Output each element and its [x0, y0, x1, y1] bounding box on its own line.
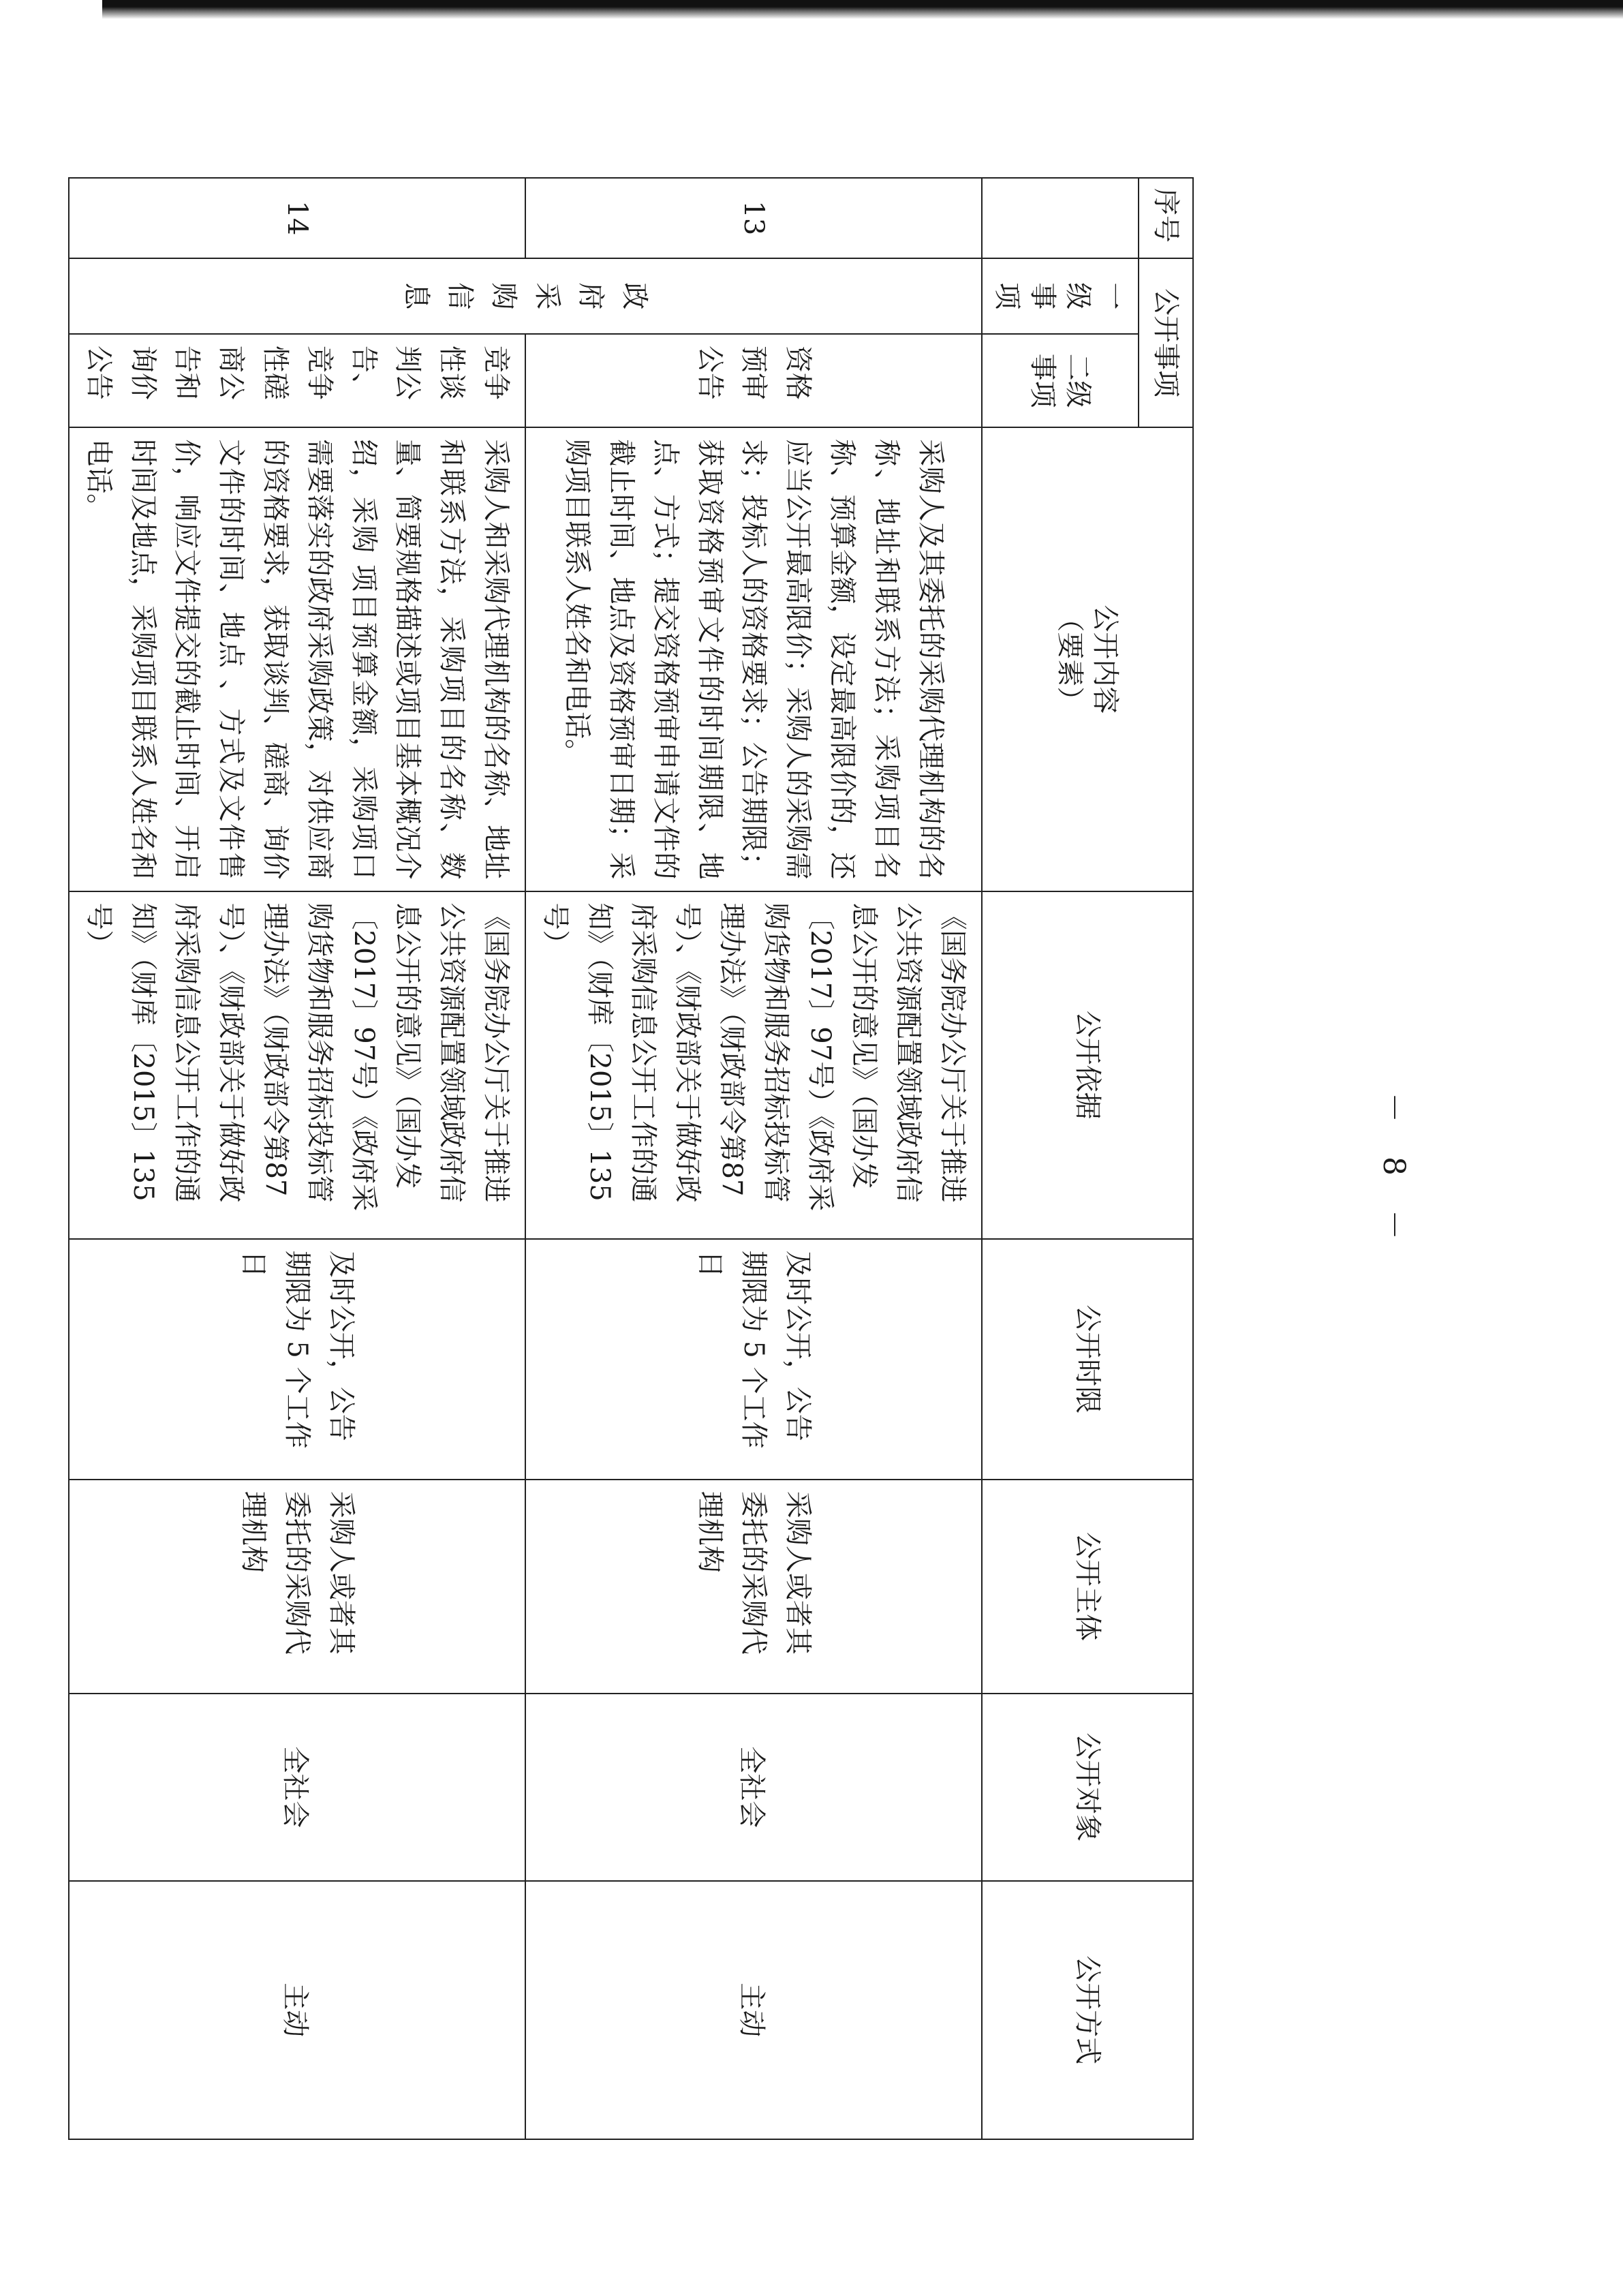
row-13-time-limit: 及时公开，公告期限为 5 个工作日: [525, 1239, 982, 1480]
header-content: [982, 427, 1193, 891]
header-items-group: 公开事项: [1139, 258, 1193, 428]
table-row: [69, 178, 525, 2139]
row-14-basis: 《国务院办公厅关于推进公共资源配置领域政府信息公开的意见》（国办发〔2017〕97号）《政府采购货物和服务招标投标管 理办法》（财政部令第87号）、《财政部关于做好政府采购信息公开工作的通知》（财库〔2015〕135 号）: [69, 891, 525, 1239]
header-level1: 一级事项: [982, 258, 1139, 334]
row-13-method: 主动: [525, 1881, 982, 2139]
header-content-sub: （要素）: [1054, 604, 1085, 714]
row-13-basis: 《国务院办公厅关于推进公共资源配置领域政府信息公开的意见》（国办发〔2017〕97号）《政府采购货物和服务招标投标管 理办法》（财政部令第87号）、《财政部关于做好政府采购信息公开工作的通知》（财库〔2015〕135 号）: [525, 891, 982, 1239]
level1-merged-cell: 政府采购信息: [69, 258, 982, 334]
scan-edge: [102, 0, 1623, 19]
row-13-level2: 资格预审公告: [525, 334, 982, 427]
disclosure-table-sheet: [82, 177, 1194, 2140]
header-basis: 公开依据: [982, 891, 1193, 1239]
row-13-seq: 13: [525, 178, 982, 258]
header-method: 公开方式: [982, 1881, 1193, 2139]
row-14-level2: 竞争性谈判公告、竞争性磋商公告和询价公告: [69, 334, 525, 427]
row-14-seq: 14: [69, 178, 525, 258]
row-14-subject: 采购人或者其委托的采购代理机构: [69, 1480, 525, 1694]
header-level2: 二级事项: [982, 334, 1139, 427]
table-row: [525, 178, 982, 2139]
header-subject: 公开主体: [982, 1480, 1193, 1694]
row-14-target: 全社会: [69, 1694, 525, 1881]
disclosure-table: [68, 177, 1194, 2140]
header-target: 公开对象: [982, 1694, 1193, 1881]
row-14-time-limit: 及时公开，公告期限为 5 个工作日: [69, 1239, 525, 1480]
row-14-method: 主动: [69, 1881, 525, 2139]
row-13-target: 全社会: [525, 1694, 982, 1881]
row-13-subject: 采购人或者其委托的采购代理机构: [525, 1480, 982, 1694]
header-seq: 序号: [1139, 178, 1193, 258]
row-13-content: 采购人及其委托的采购代理机构的名称、地址和联系方法；采购项目名称、预算金额，设定最高限价的，还应当公开最高限价；采购人的采购需求；投标人的资格要求；公告期限；获取资格预审文件的时间期限、地点、方式；提交资格预审申请文件的截止时间、地点及资格预审日期；采购项目联系人姓名和电话。: [525, 427, 982, 891]
page-number: － 8 －: [1376, 1092, 1411, 1252]
header-time-limit: 公开时限: [982, 1239, 1193, 1480]
header-seq-cont: [982, 178, 1139, 258]
row-14-content: 采购人和采购代理机构的名称、地址和联系方法，采购项目的名称、数量、简要规格描述或项目基本概况介绍，采购 项目预算金额，采购项口需要落实的政府采购政策，对供应商的资格要求，获取谈判、磋商、询价文件的时间、地点 、方式及文件售价，响应文件提交的截止时间、开启时间及地点，采购项目联系人姓名和电话。: [69, 427, 525, 891]
header-content-main: 公开内容: [1089, 604, 1121, 714]
